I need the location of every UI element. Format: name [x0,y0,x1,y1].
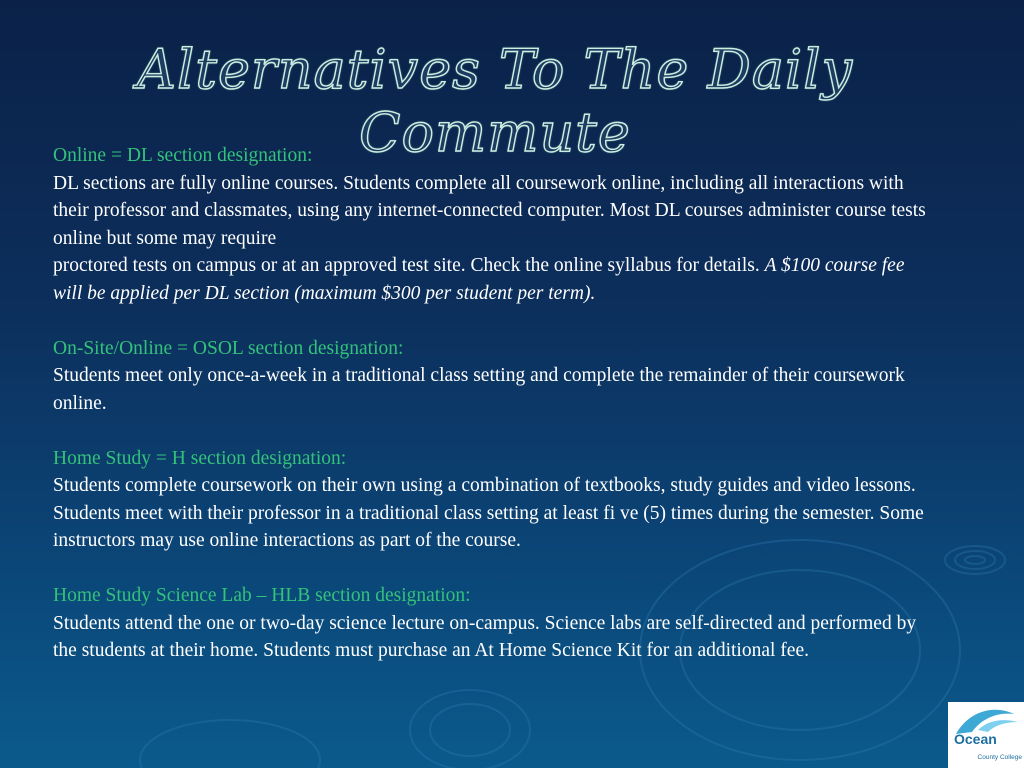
section-fee-note: A $100 course fee will be applied per DL section (maximum $300 per student per term). [53,255,905,304]
section-heading-science-lab: Home Study Science Lab – HLB section designation: [53,585,471,606]
section-body-online-cont [53,252,933,307]
slide-title: Alternatives To The Daily Commute [137,38,853,164]
section-body-science-lab: Students attend the one or two-day science lecture on-campus. Science labs are self-directed and performed by the students at their home. Students must purchase an At Home Science Kit for an additional fee. [53,612,917,661]
ocean-county-college-logo [948,702,1024,768]
section-heading-osol: On-Site/Online = OSOL section designation: [53,337,404,359]
logo-name: Ocean [954,731,997,747]
section-body-online: DL sections are fully online courses. Students complete all coursework online, including all interactions with their professor and classmates, using any internet-connected computer. Most DL courses administer course tests online but some may require [53,172,926,249]
logo-subtitle: County College [977,754,1022,761]
slide-content [53,142,933,665]
section-body-online-cont-text: proctored tests on campus or at an approved test site. Check the online syllabus for details. [53,255,760,276]
section-heading-home-study: Home Study = H section designation: [53,447,347,469]
section-body-osol: Students meet only once-a-week in a traditional class setting and complete the remainder of their coursework online. [53,365,905,414]
section-heading-online: Online = DL section designation: [53,145,313,166]
section-body-home-study: Students complete coursework on their own using a combination of textbooks, study guides and video lessons. Students meet with their professor in a traditional class setting at least fi ve (5) times during the semester. Some instructors may use online interactions as part of the course. [53,475,924,551]
